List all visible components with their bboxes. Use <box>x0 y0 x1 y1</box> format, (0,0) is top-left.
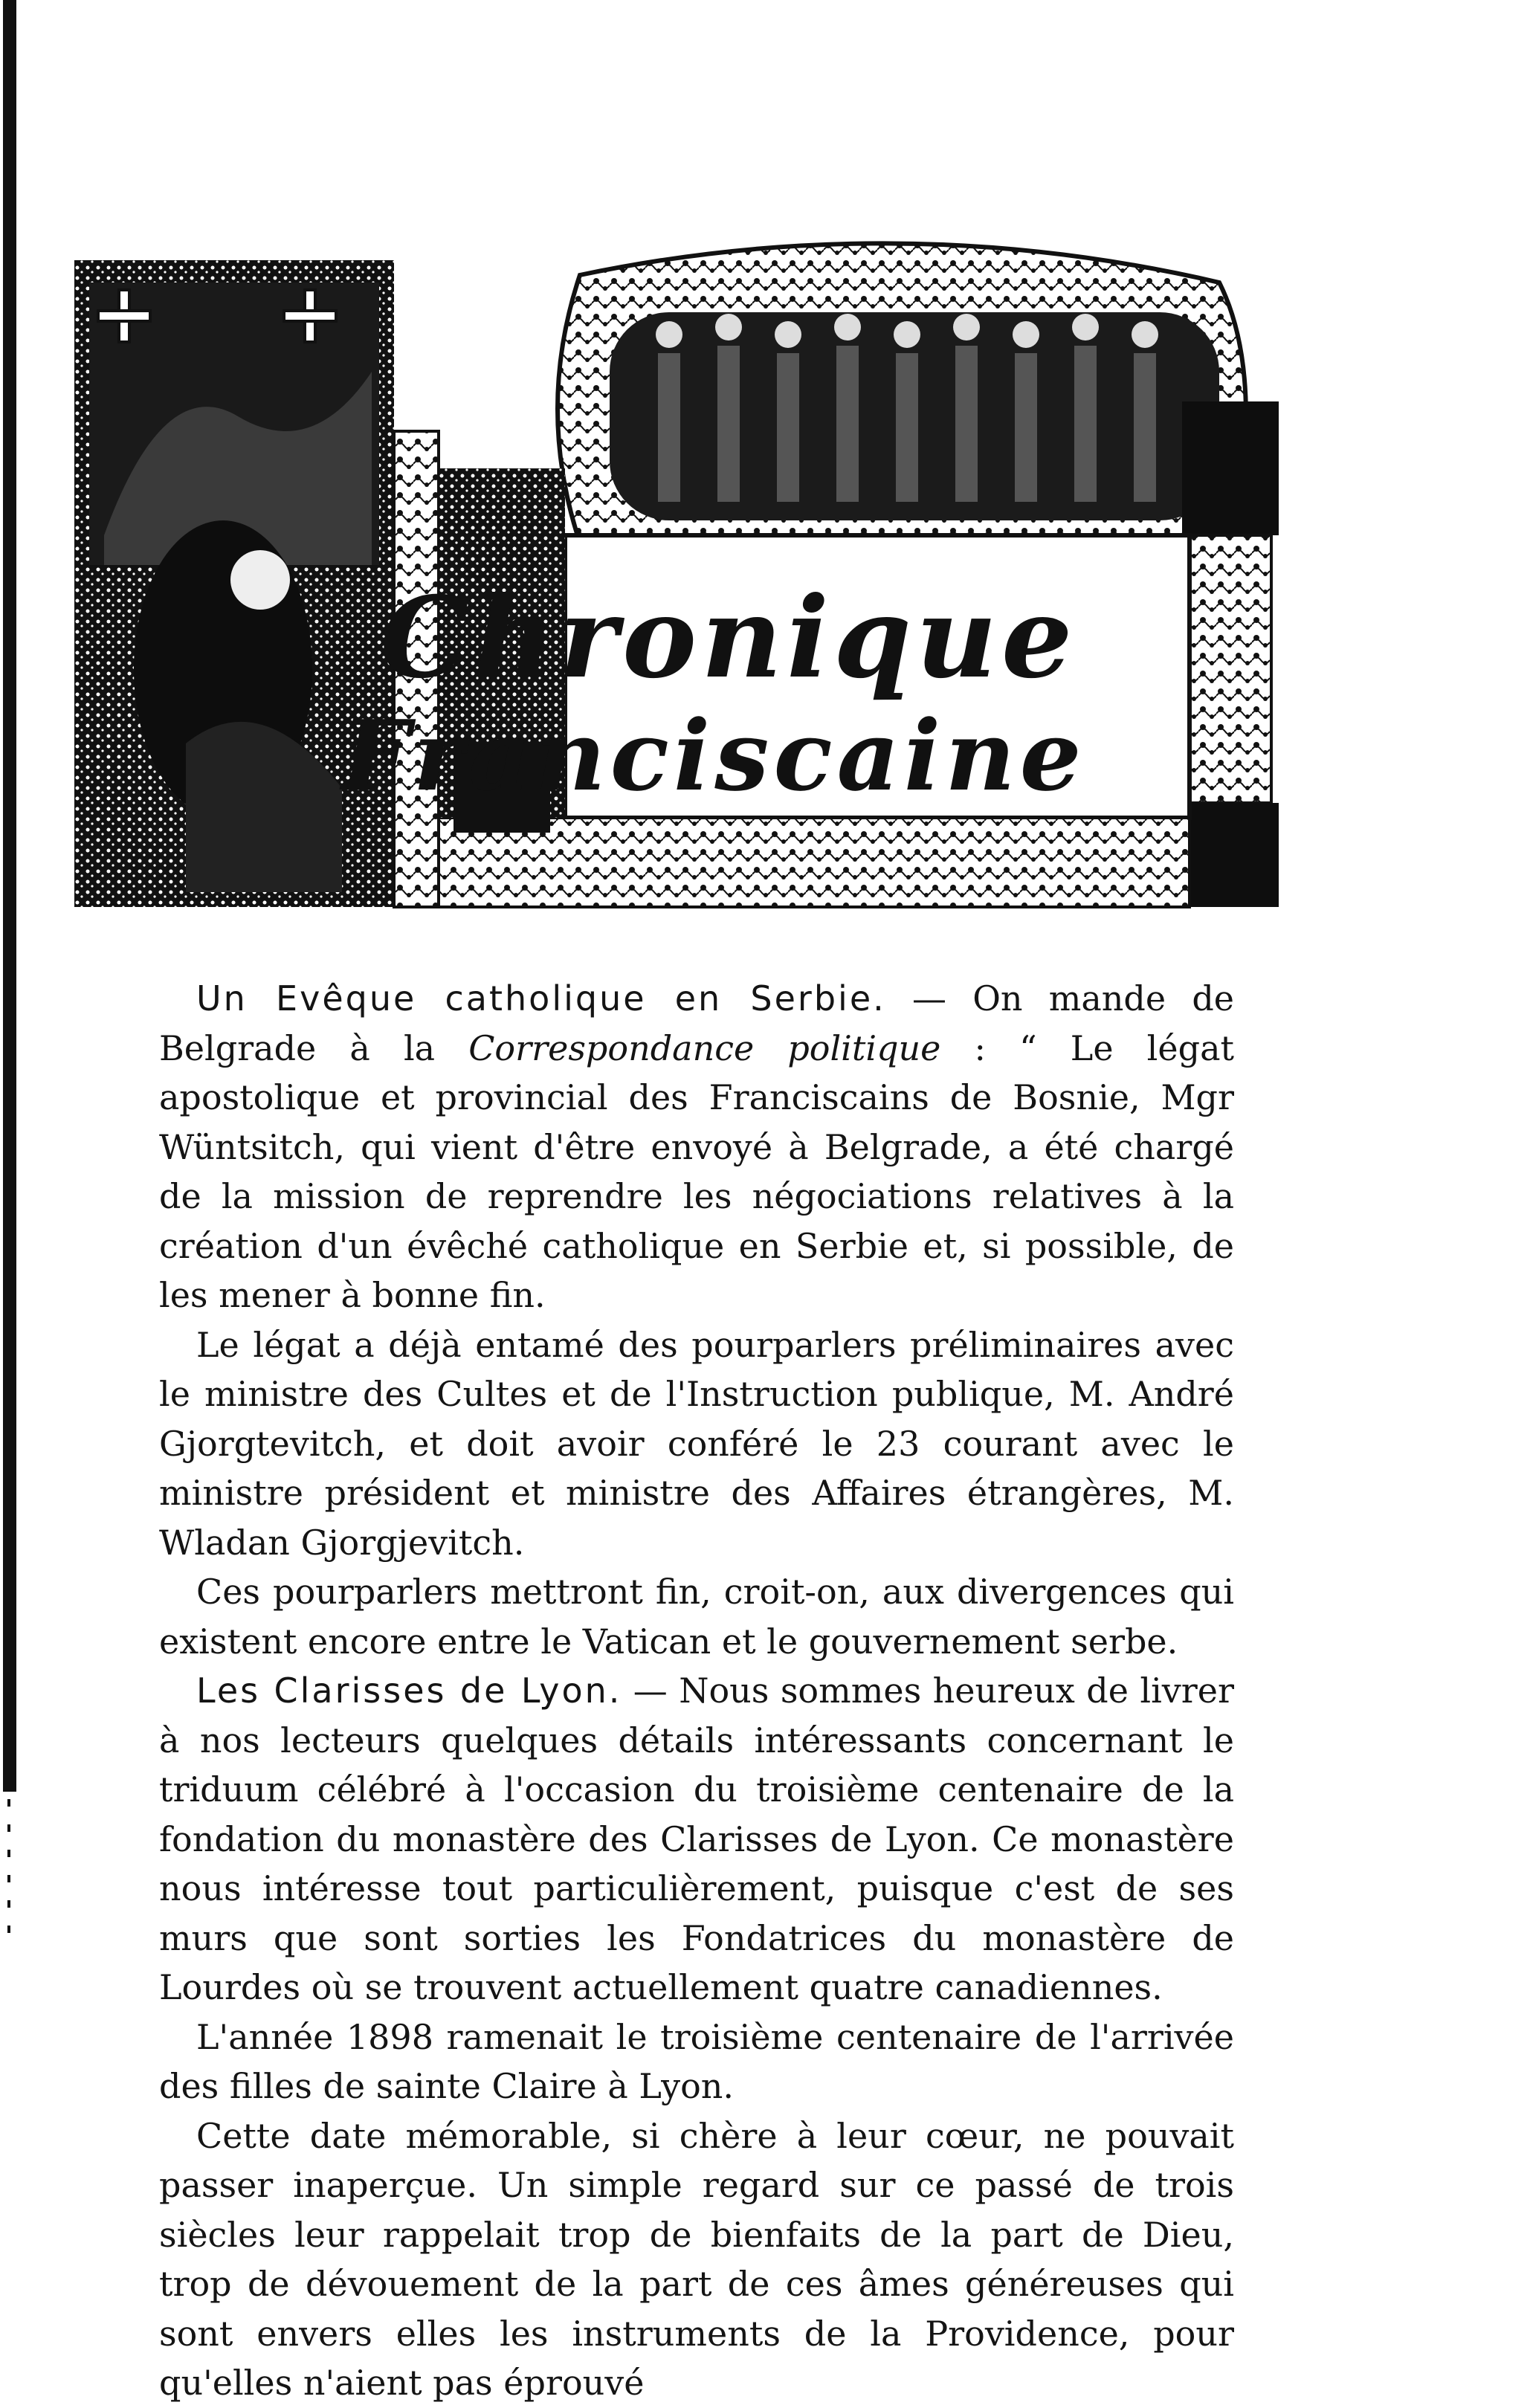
paragraph <box>159 974 1234 1320</box>
journal-title: Correspondance politique <box>468 1027 941 1068</box>
paragraph: L'année 1898 ramenait le troisième centenaire de l'arrivée des filles de sainte Claire à Lyon. <box>159 2016 1234 2106</box>
paragraph: Cette date mémorable, si chère à leur cœur, ne pouvait passer inaperçue. Un simple regard sur ce passé de trois siècles leur rappelait trop de bienfaits de la part de Dieu, trop de dévouement de la part de ces âmes généreuses qui sont envers elles les instruments de la Providence, pour qu'elles n'aient pas éprouvé <box>159 2115 1234 2403</box>
section-heading: Un Evêque catholique en Serbie. <box>196 978 886 1019</box>
page-edge-rule <box>3 0 16 1792</box>
paragraph-lead: — Nous sommes heureux de livrer à nos lecteurs quelques détails intéressants concernant le triduum célébré à l'occasion du troisième centenaire de la fondation du monastère des Clarisses de Lyon. Ce monastère nous intéresse tout particulièrement, puisque c'est de ses murs que sont sorties les Fondatrices du monastère de Lourdes où se trouvent actuellement quatre canadiennes. <box>159 1671 1234 2007</box>
article-body <box>159 974 1234 2408</box>
paragraph-rest: : “ Le légat apostolique et provincial des Franciscains de Bosnie, Mgr Wüntsitch, qui vient d'être envoyé à Belgrade, a été chargé de la mission de reprendre les négociations relatives à la création d'un évêché catholique en Serbie et, si possible, de les mener à bonne fin. <box>159 1027 1234 1315</box>
paragraph-lead: — On mande de Belgrade à la <box>159 978 1234 1068</box>
page-edge-dashes <box>7 1799 10 1948</box>
paragraph: Ces pourparlers mettront fin, croit-on, aux divergences qui existent encore entre le Vatican et le gouvernement serbe. <box>159 1572 1234 1662</box>
illuminated-header <box>74 223 1279 937</box>
header-title-line2: Franciscaine <box>341 699 1086 813</box>
section-heading: Les Clarisses de Lyon. <box>196 1671 622 1711</box>
header-title-line1: Chronique <box>380 572 1077 703</box>
paragraph: Le légat a déjà entamé des pourparlers préliminaires avec le ministre des Cultes et de l'Instruction publique, M. André Gjorgtevitch, et doit avoir conféré le 23 courant avec le ministre président et ministre des Affaires étrangères, M. Wladan Gjorgjevitch. <box>159 1324 1234 1563</box>
paragraph <box>159 1666 1234 2012</box>
